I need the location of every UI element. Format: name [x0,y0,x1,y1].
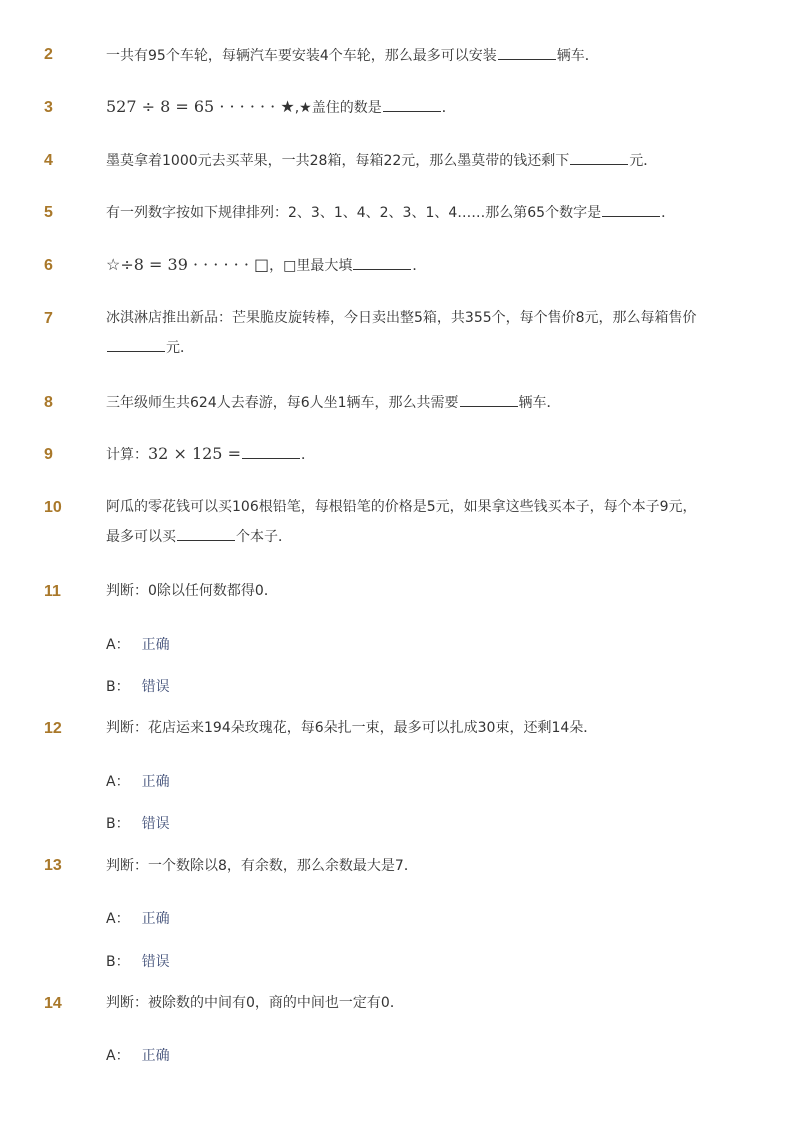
question-text-line1: 阿瓜的零花钱可以买106根铅笔，每根铅笔的价格是5元，如果拿这些钱买本子，每个本子9元， [106,499,697,515]
option-text: 正确 [141,774,170,790]
question-number: 3 [44,99,53,116]
option-text: 正确 [141,911,170,927]
option-letter: A： [106,637,130,653]
question-number: 8 [44,394,53,411]
question-number: 2 [44,46,53,63]
answer-blank [177,526,235,541]
question-3-text [106,97,746,118]
option-letter: B： [106,816,130,832]
question-text-part: ,★盖住的数是 [294,100,382,116]
question-text-line1: 冰淇淋店推出新品：芒果脆皮旋转棒，今日卖出整5箱，共355个，每个售价8元，那么每箱售价 [106,310,697,326]
answer-blank [570,150,628,165]
option-b[interactable] [106,677,170,697]
question-12-text: 判断：花店运来194朵玫瑰花，每6朵扎一束，最多可以扎成30束，还剩14朵． [106,720,598,736]
option-b[interactable] [106,952,170,972]
option-letter: A： [106,1048,130,1064]
option-a[interactable] [106,635,170,655]
question-6-text [106,255,746,276]
answer-blank [383,97,441,112]
question-2-text [106,45,746,66]
question-text-part: 墨莫拿着1000元去买苹果，一共28箱，每箱22元，那么墨莫带的钱还剩下 [106,153,570,169]
question-number: 11 [44,583,61,600]
answer-blank [353,255,411,270]
question-4-text [106,150,746,171]
math-expression: 32 × 125 = [148,444,241,463]
option-text: 错误 [141,954,170,970]
question-text-part: 辆车． [556,48,599,64]
question-text-part: ． [441,100,456,116]
question-text-part: ． [661,205,676,221]
question-number: 5 [44,204,53,221]
question-number: 13 [44,857,62,874]
question-text-part: 元． [629,153,658,169]
option-a[interactable] [106,909,170,929]
question-11-text: 判断：0除以任何数都得0． [106,583,278,599]
question-9-text [106,444,746,465]
question-10-text [106,497,746,547]
question-text-part: ． [412,258,427,274]
option-text: 正确 [141,637,170,653]
question-13-text: 判断：一个数除以8，有余数，那么余数最大是7． [106,858,418,874]
question-text-part: 元． [166,340,194,356]
question-text-part: 最多可以买 [106,529,176,545]
question-text-part: 个本子． [236,529,292,545]
question-number: 7 [44,310,53,327]
question-text-part: 辆车． [518,395,561,411]
question-text-part: 有一列数字按如下规律排列：2、3、1、4、2、3、1、4……那么第65个数字是 [106,205,602,221]
math-expression: 527 ÷ 8 = 65 · · · · · · ★ [106,97,295,116]
option-text: 正确 [141,1048,170,1064]
question-number: 10 [44,499,62,516]
question-text-part: ． [300,447,315,463]
question-number: 9 [44,446,53,463]
option-text: 错误 [141,816,170,832]
question-number: 12 [44,720,62,737]
question-5-text [106,202,746,223]
option-letter: B： [106,954,130,970]
question-7-text [106,308,746,358]
option-b[interactable] [106,814,170,834]
answer-blank [498,45,556,60]
question-14-text: 判断：被除数的中间有0，商的中间也一定有0． [106,995,404,1011]
question-number: 14 [44,995,62,1012]
question-number: 4 [44,152,53,169]
option-text: 错误 [141,679,170,695]
option-a[interactable] [106,1046,170,1066]
math-expression: ☆÷8 = 39 · · · · · · □ [106,255,270,274]
answer-blank [107,337,165,352]
question-8-text [106,392,746,413]
answer-blank [602,202,660,217]
option-letter: A： [106,911,130,927]
question-prefix: 计算： [106,447,148,463]
answer-blank [242,444,300,459]
option-letter: A： [106,774,130,790]
option-letter: B： [106,679,130,695]
question-text-part: 一共有95个车轮，每辆汽车要安装4个车轮，那么最多可以安装 [106,48,497,64]
question-text-part: ，□里最大填 [269,258,353,274]
question-number: 6 [44,257,53,274]
question-text-part: 三年级师生共624人去春游，每6人坐1辆车，那么共需要 [106,395,459,411]
option-a[interactable] [106,772,170,792]
answer-blank [460,392,518,407]
